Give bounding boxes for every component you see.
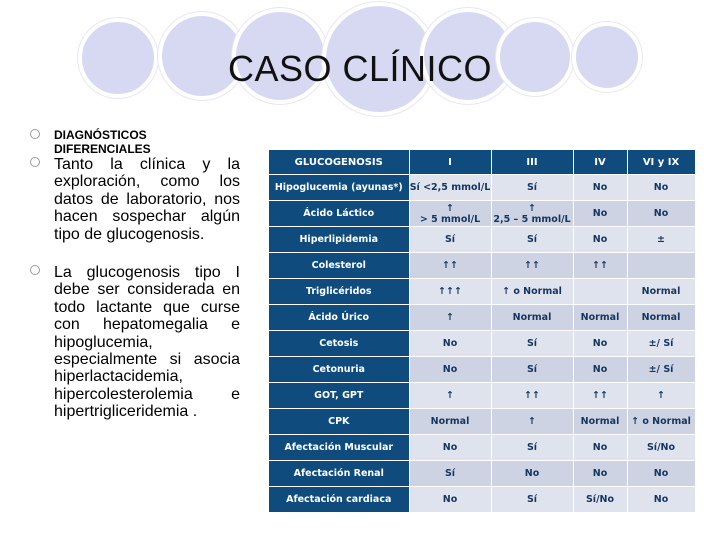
- table-row: [269, 227, 695, 253]
- table-cell: No: [409, 331, 491, 357]
- table-cell: ↑↑: [573, 253, 627, 279]
- table-cell: Sí: [491, 487, 573, 513]
- table-row: [269, 487, 695, 513]
- table-cell: ↑: [409, 383, 491, 409]
- table-cell: No: [627, 175, 695, 201]
- table-cell: ↑: [409, 305, 491, 331]
- table-row: [269, 253, 695, 279]
- row-label: Hiperlipidemia: [269, 227, 409, 253]
- table-row: [269, 175, 695, 201]
- table-cell: ±: [627, 227, 695, 253]
- table-cell-line: 2,5 – 5 mmol/L: [493, 213, 571, 225]
- table-cell: ±/ Sí: [627, 331, 695, 357]
- table-cell: Normal: [491, 305, 573, 331]
- table-row: [269, 305, 695, 331]
- row-label: Cetonuria: [269, 357, 409, 383]
- table-header-cell: I: [409, 150, 491, 175]
- table-cell-line: ↑: [528, 202, 536, 214]
- table-row: [269, 461, 695, 487]
- table-header-cell: GLUCOGENOSIS: [269, 150, 409, 175]
- row-label: Afectación Renal: [269, 461, 409, 487]
- table-cell: Normal: [573, 409, 627, 435]
- row-label: CPK: [269, 409, 409, 435]
- table-header-cell: III: [491, 150, 573, 175]
- table-cell: No: [491, 461, 573, 487]
- table-row: [269, 279, 695, 305]
- row-label: Ácido Láctico: [269, 201, 409, 227]
- slide-title: CASO CLÍNICO: [227, 48, 493, 89]
- table-cell: ↑ o Normal: [491, 279, 573, 305]
- table-cell: ↑↑: [409, 253, 491, 279]
- bullet-text: DIAGNÓSTICOS DIFERENCIALES: [54, 128, 151, 156]
- table-cell-line: > 5 mmol/L: [419, 213, 481, 225]
- table-header-row: [269, 150, 695, 175]
- row-label: GOT, GPT: [269, 383, 409, 409]
- table-cell: ↑: [491, 409, 573, 435]
- table-cell: Sí: [491, 331, 573, 357]
- bullet-marker: [30, 129, 40, 139]
- table-row: [269, 357, 695, 383]
- bullet-text: Tanto la clínica y la exploración, como los datos de laboratorio, nos hacen sospechar algún tipo de glucogenosis.: [54, 156, 240, 243]
- bullet-marker: [30, 157, 40, 167]
- table-cell: Sí: [491, 435, 573, 461]
- table-cell: Sí <2,5 mmol/L: [409, 175, 491, 201]
- table-cell: No: [409, 435, 491, 461]
- row-label: Triglicéridos: [269, 279, 409, 305]
- table-cell: ↑: [627, 383, 695, 409]
- table-cell: Sí/No: [627, 435, 695, 461]
- bullet-text-tail: .: [192, 403, 198, 421]
- table-cell: No: [573, 175, 627, 201]
- table-cell: Normal: [573, 305, 627, 331]
- table-cell: No: [409, 487, 491, 513]
- table-cell: ↑↑: [491, 253, 573, 279]
- table-cell: ±/ Sí: [627, 357, 695, 383]
- table-cell: Sí: [491, 175, 573, 201]
- table-cell: No: [573, 201, 627, 227]
- table-cell: [573, 279, 627, 305]
- table-cell: [491, 201, 573, 227]
- table-cell: No: [573, 227, 627, 253]
- table-cell: ↑↑: [491, 383, 573, 409]
- table-row: [269, 435, 695, 461]
- table-cell-line: ↑: [446, 202, 454, 214]
- table-row: [269, 201, 695, 227]
- row-label: Ácido Úrico: [269, 305, 409, 331]
- bullet-text-main: La glucogenosis tipo I debe ser considerada en todo lactante que curse con hepatomegalia e hipoglucemia, especialmente si asocia hiperlactacidemia, hipercolesterolemia e hipertrigliceridemia: [54, 264, 240, 421]
- table-cell: ↑↑↑: [409, 279, 491, 305]
- table-cell: Normal: [409, 409, 491, 435]
- bullet-text: [54, 264, 240, 421]
- table-cell: Sí: [491, 357, 573, 383]
- row-label: Afectación Muscular: [269, 435, 409, 461]
- row-label: Colesterol: [269, 253, 409, 279]
- table-cell: Normal: [627, 279, 695, 305]
- row-label: Afectación cardiaca: [269, 487, 409, 513]
- table-cell: ↑ o Normal: [627, 409, 695, 435]
- table-header-cell: IV: [573, 150, 627, 175]
- table-cell: No: [573, 331, 627, 357]
- table-cell: No: [573, 435, 627, 461]
- table-header-cell: VI y IX: [627, 150, 695, 175]
- row-label: Cetosis: [269, 331, 409, 357]
- table-cell: No: [409, 357, 491, 383]
- table-cell: No: [573, 357, 627, 383]
- table-cell: No: [627, 461, 695, 487]
- table-cell: ↑↑: [573, 383, 627, 409]
- table-row: [269, 383, 695, 409]
- table-row: [269, 331, 695, 357]
- table-cell: No: [573, 461, 627, 487]
- glucogenosis-table: [269, 150, 696, 513]
- table-cell: Sí: [491, 227, 573, 253]
- row-label: Hipoglucemia (ayunas*): [269, 175, 409, 201]
- table-cell: Normal: [627, 305, 695, 331]
- table-cell: Sí/No: [573, 487, 627, 513]
- table-cell: Sí: [409, 227, 491, 253]
- table-cell: No: [627, 487, 695, 513]
- bullet-marker: [30, 265, 40, 275]
- table-cell: Sí: [409, 461, 491, 487]
- table-cell: [627, 253, 695, 279]
- table-row: [269, 409, 695, 435]
- table-cell: [409, 201, 491, 227]
- table-cell: No: [627, 201, 695, 227]
